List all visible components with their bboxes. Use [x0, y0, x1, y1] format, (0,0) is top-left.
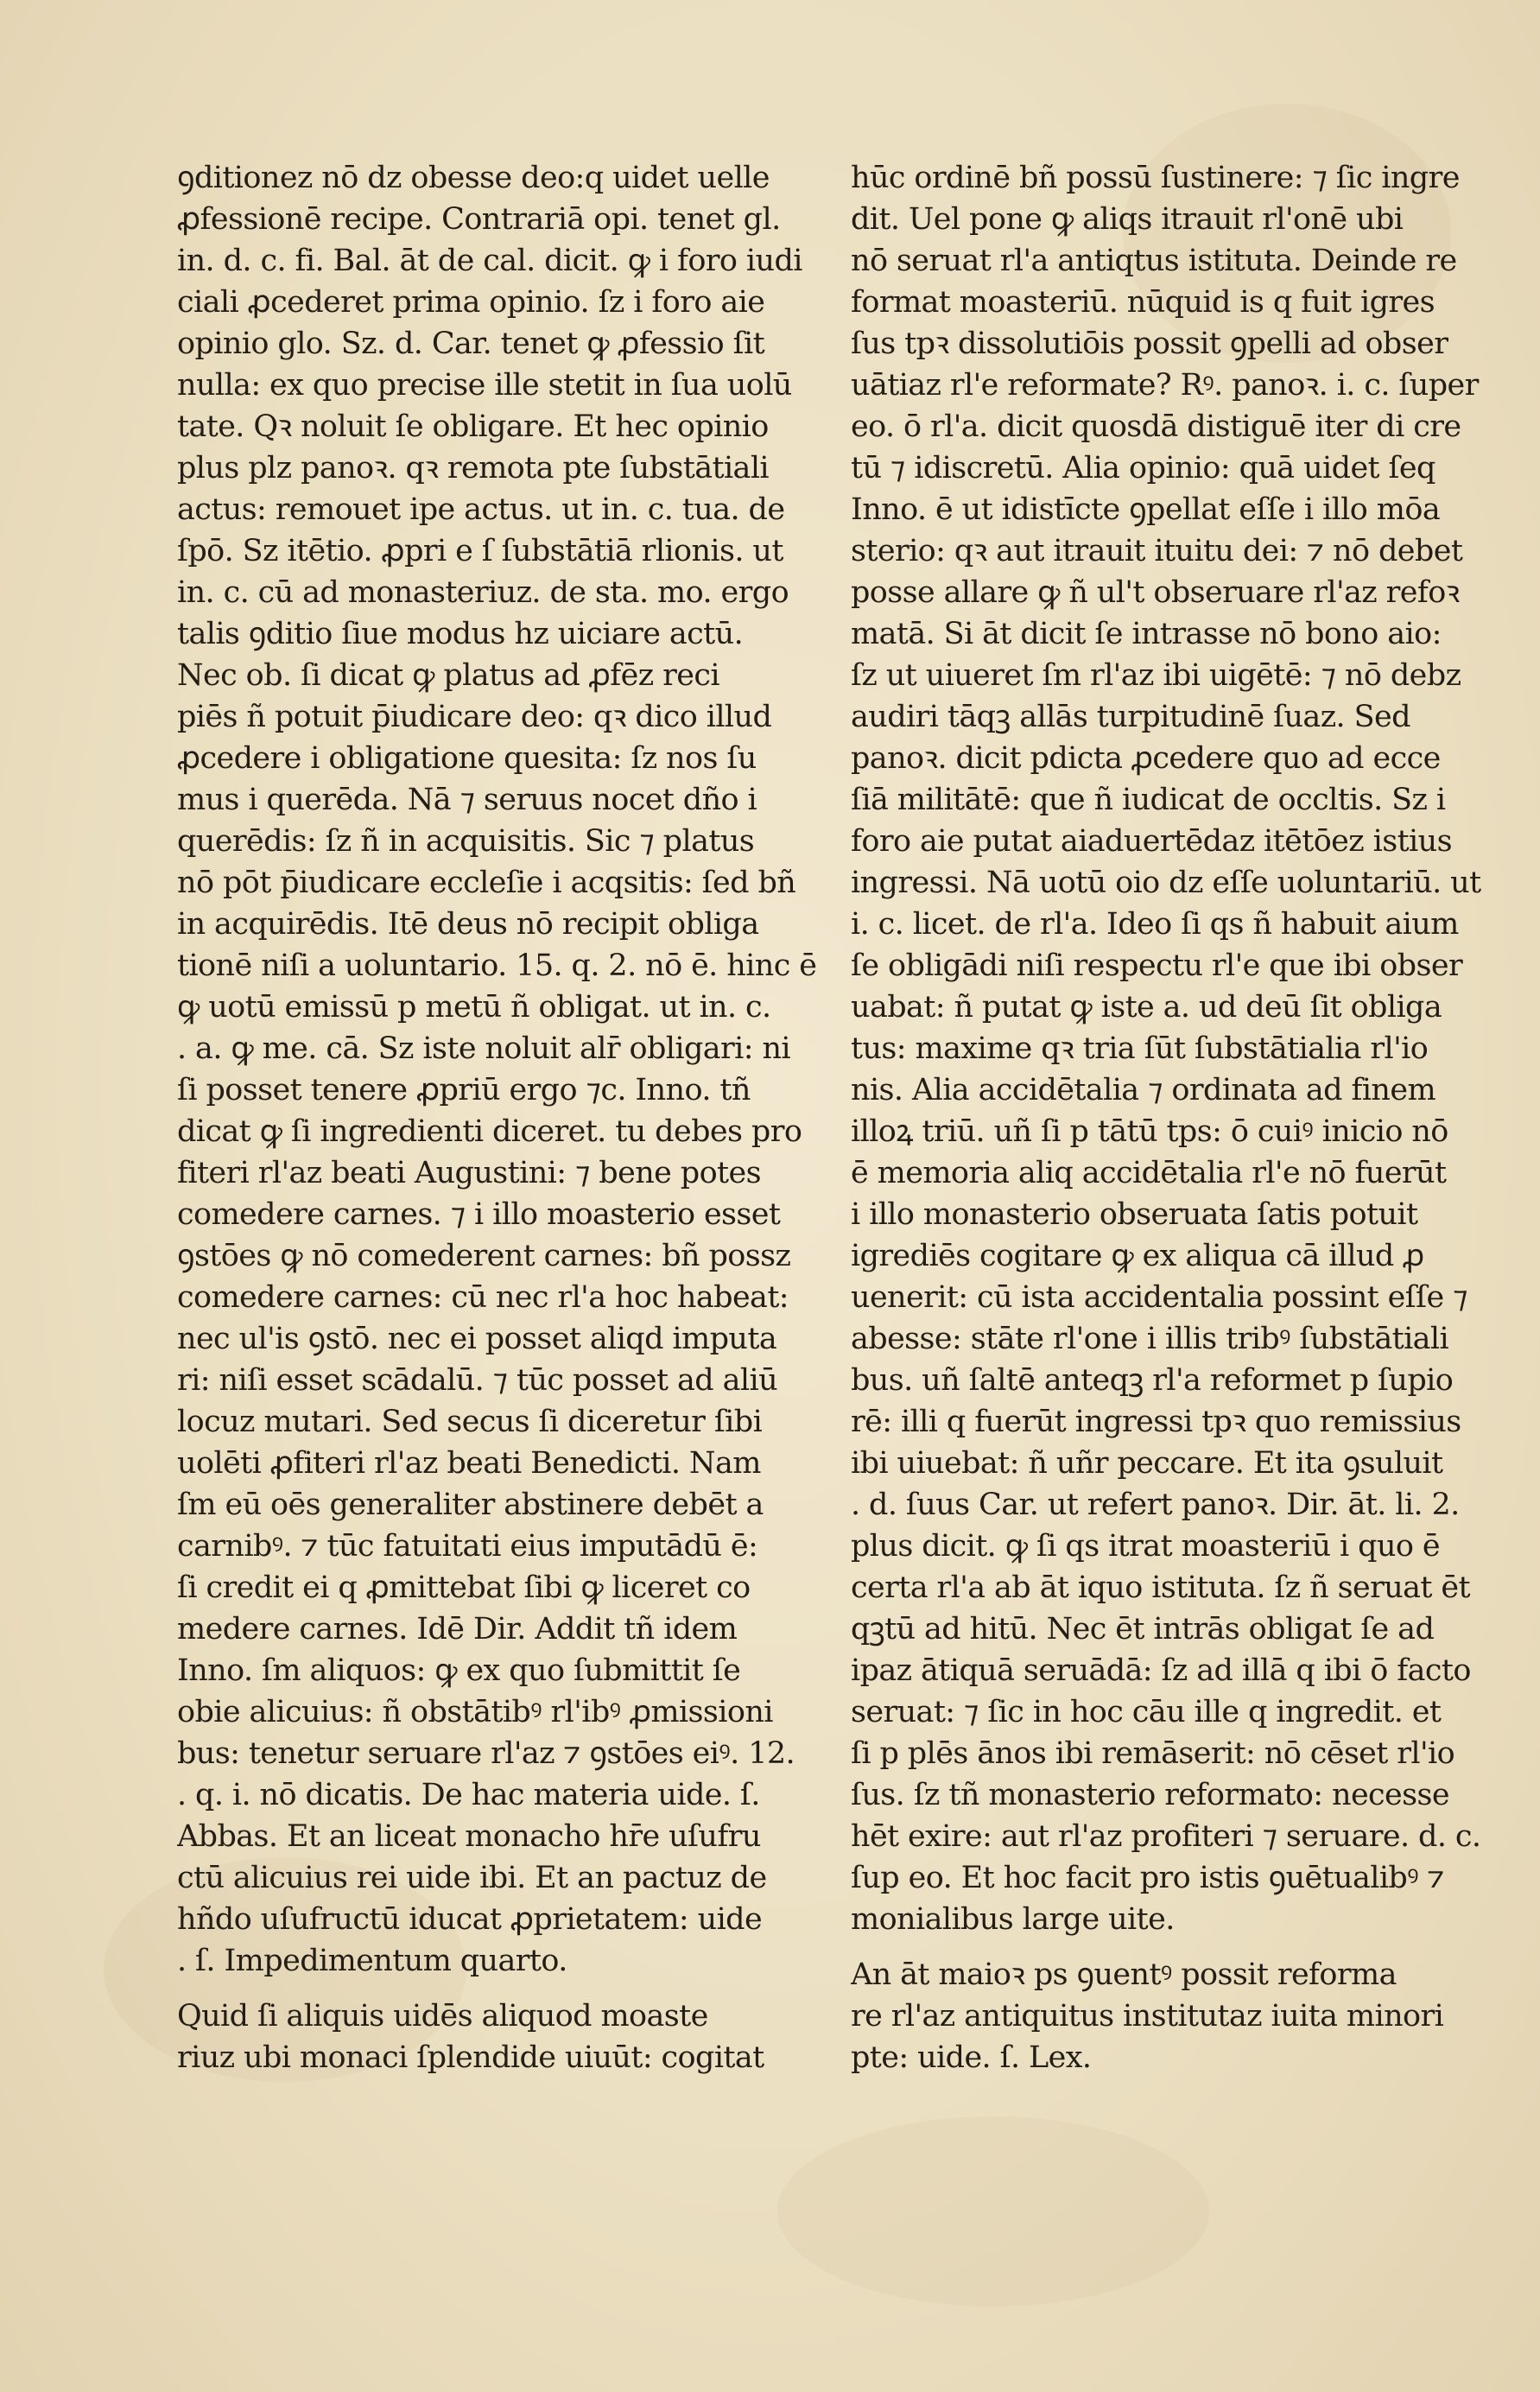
- text-line: sterio: qꝛ aut itrauit ituitu dei: ⁊ nō debet: [851, 534, 1463, 568]
- text-line: Inno. ē ut idistīcte ꝯpellat eſſe i illo mōa: [851, 492, 1441, 527]
- text-line: ctū alicuius rei uide ibi. Et an pactuz de: [177, 1861, 767, 1895]
- text-line: . a. ꝙ me. cā. Sz iste noluit alr̄ obligari: ni: [177, 1031, 791, 1066]
- text-line: igrediēs cogitare ꝙ ex aliqua cā illud ꝓ: [851, 1239, 1424, 1273]
- text-line: hēt exire: aut rl'az profiteri ⁊ seruare. d. c.: [851, 1819, 1481, 1854]
- text-line: dit. Uel pone ꝙ aliqs itrauit rl'onē ubi: [851, 202, 1404, 237]
- text-line: fiteri rl'az beati Augustini: ⁊ bene potes: [177, 1156, 761, 1190]
- text-line: querēdis: ſz ñ in acquisitis. Sic ⁊ platus: [177, 824, 755, 859]
- text-line: ē memoria aliq accidētalia rl'e nō fuerūt: [851, 1156, 1447, 1190]
- text-line: i illo monasterio obseruata ſatis potuit: [851, 1197, 1418, 1232]
- right-text-column: [851, 157, 1490, 2078]
- text-line: tus: maxime qꝛ tria ſūt ſubstātialia rl'io: [851, 1031, 1429, 1066]
- left-paragraph-1: [177, 157, 816, 1982]
- text-line: bus. uñ ſaltē anteqꝫ rl'a reformet p ſupio: [851, 1363, 1454, 1398]
- text-line: audiri tāqꝫ allās turpitudinē ſuaz. Sed: [851, 700, 1410, 734]
- text-line: ſpō. Sz itētio. ꝓpri e ſ ſubstātiā rlionis. ut: [177, 534, 783, 568]
- text-line: certa rl'a ab āt iquo istituta. ſz ñ seruat ēt: [851, 1570, 1471, 1605]
- text-line: nis. Alia accidētalia ⁊ ordinata ad finem: [851, 1073, 1436, 1107]
- text-line: eo. ō rl'a. dicit quosdā distiguē iter di cre: [851, 409, 1461, 444]
- text-line: uātiaz rl'e reformate? Rꝰ. panoꝛ. i. c. ſuper: [851, 368, 1479, 403]
- text-line: ſz ut uiueret ſm rl'az ibi uigētē: ⁊ nō debz: [851, 658, 1461, 693]
- text-line: hñdo uſufructū iducat ꝓprietatem: uide: [177, 1902, 763, 1937]
- text-line: illoꝝ triū. uñ ſi p tātū tps: ō cuiꝰ inicio nō: [851, 1114, 1448, 1149]
- text-line: carnibꝰ. ⁊ tūc fatuitati eius imputādū ē:: [177, 1529, 758, 1564]
- text-line: hūc ordinē bñ possū ſustinere: ⁊ ſic ingre: [851, 161, 1460, 195]
- text-line: plus dicit. ꝙ ſi qs itrat moasteriū i quo ē: [851, 1529, 1440, 1564]
- text-line: nulla: ex quo precise ille stetit in ſua uolū: [177, 368, 792, 403]
- right-paragraph-2: [851, 1954, 1490, 2078]
- text-line: comedere carnes: cū nec rl'a hoc habeat:: [177, 1280, 789, 1315]
- text-line: nō seruat rl'a antiqtus istituta. Deinde re: [851, 244, 1457, 278]
- text-line: talis ꝯditio ſiue modus hz uiciare actū.: [177, 617, 744, 651]
- text-line: uenerit: cū ista accidentalia possint eſſe ⁊: [851, 1280, 1467, 1315]
- text-line: ciali ꝓcederet prima opinio. ſz i foro aie: [177, 285, 765, 320]
- paragraph-gap: [851, 1940, 1490, 1954]
- text-line: ri: niſi esset scādalū. ⁊ tūc posset ad aliū: [177, 1363, 778, 1398]
- text-line: i. c. licet. de rl'a. Ideo ſi qs ñ habuit aium: [851, 907, 1459, 942]
- text-line: . ſ. Impedimentum quarto.: [177, 1944, 567, 1978]
- text-line: ꝙ uotū emissū p metū ñ obligat. ut in. c.: [177, 990, 771, 1025]
- text-line: abesse: stāte rl'one i illis tribꝰ ſubstātiali: [851, 1322, 1449, 1356]
- right-paragraph-1: [851, 157, 1490, 1940]
- text-line: in acquirēdis. Itē deus nō recipit obliga: [177, 907, 759, 942]
- text-line: ꝓcedere i obligatione quesita: ſz nos ſu: [177, 741, 757, 776]
- text-line: plus plz panoꝛ. qꝛ remota pte ſubstātiali: [177, 451, 770, 485]
- text-line: obie alicuius: ñ obstātibꝰ rl'ibꝰ ꝓmissioni: [177, 1695, 773, 1729]
- text-line: Abbas. Et an liceat monacho hr̄e uſufru: [177, 1819, 761, 1854]
- text-line: tū ⁊ idiscretū. Alia opinio: quā uidet ſeq: [851, 451, 1435, 485]
- text-line: dicat ꝙ ſi ingredienti diceret. tu debes pro: [177, 1114, 802, 1149]
- text-line: Quid ſi aliquis uidēs aliquod moaste: [177, 1999, 708, 2034]
- text-line: ibi uiuebat: ñ uñr peccare. Et ita ꝯsuluit: [851, 1446, 1443, 1481]
- text-line: nō pōt p̄iudicare eccleſie i acqsitis: ſed bñ: [177, 866, 796, 900]
- text-line: panoꝛ. dicit pdicta ꝓcedere quo ad ecce: [851, 741, 1441, 776]
- text-line: actus: remouet ipe actus. ut in. c. tua. de: [177, 492, 785, 527]
- text-line: opinio glo. Sz. d. Car. tenet ꝙ ꝓfessio ſit: [177, 327, 765, 361]
- text-line: An āt maioꝛ ps ꝯuentꝰ possit reforma: [851, 1957, 1397, 1992]
- text-line: foro aie putat aiaduertēdaz itētōez istius: [851, 824, 1452, 859]
- text-line: posse allare ꝙ ñ ul't obseruare rl'az refoꝛ: [851, 575, 1460, 610]
- text-line: riuz ubi monaci ſplendide uiuūt: cogitat: [177, 2040, 764, 2075]
- text-line: ſiā militātē: que ñ iudicat de occltis. Sz i: [851, 783, 1446, 817]
- text-line: Inno. ſm aliquos: ꝙ ex quo ſubmittit ſe: [177, 1653, 741, 1688]
- text-line: qꝫtū ad hitū. Nec ēt intrās obligat ſe ad: [851, 1612, 1435, 1646]
- text-line: tionē niſi a uoluntario. 15. q. 2. nō ē. hinc ē: [177, 949, 816, 983]
- text-line: uabat: ñ putat ꝙ iste a. ud deū ſit obliga: [851, 990, 1442, 1025]
- text-line: medere carnes. Idē Dir. Addit tñ idem: [177, 1612, 738, 1646]
- text-line: ſus. ſz tñ monasterio reformato: necesse: [851, 1778, 1450, 1812]
- text-line: ſe obligādi niſi respectu rl'e que ibi obser: [851, 949, 1463, 983]
- text-line: Nec ob. ſi dicat ꝙ platus ad ꝓfēz reci: [177, 658, 719, 693]
- text-line: nec ul'is ꝯstō. nec ei posset aliqd imputa: [177, 1322, 777, 1356]
- text-line: in. d. c. fi. Bal. āt de cal. dicit. ꝙ i foro iudi: [177, 244, 802, 278]
- text-line: in. c. cū ad monasteriuz. de sta. mo. ergo: [177, 575, 789, 610]
- text-line: ſi credit ei q ꝓmittebat ſibi ꝙ liceret co: [177, 1570, 751, 1605]
- text-line: ingressi. Nā uotū oio dz eſſe uoluntariū. ut: [851, 866, 1481, 900]
- text-line: uolēti ꝓfiteri rl'az beati Benedicti. Nam: [177, 1446, 761, 1481]
- text-line: ꝯditionez nō dz obesse deo:q uidet uelle: [177, 161, 770, 195]
- text-line: ſi p plēs ānos ibi remāserit: nō cēset rl'io: [851, 1736, 1455, 1771]
- text-line: seruat: ⁊ ſic in hoc cāu ille q ingredit. et: [851, 1695, 1442, 1729]
- paragraph-gap: [177, 1982, 816, 1995]
- text-line: monialibus large uite.: [851, 1902, 1175, 1937]
- text-line: re rl'az antiquitus institutaz iuita minori: [851, 1999, 1444, 2034]
- text-line: locuz mutari. Sed secus ſi diceretur ſibi: [177, 1405, 763, 1439]
- text-line: rē: illi q fuerūt ingressi tpꝛ quo remissius: [851, 1405, 1461, 1439]
- paper-stain: [777, 2116, 1209, 2306]
- text-line: ꝯstōes ꝙ nō comederent carnes: bñ possz: [177, 1239, 791, 1273]
- text-line: ſm eū oēs generaliter abstinere debēt a: [177, 1488, 764, 1522]
- left-paragraph-2: [177, 1995, 816, 2078]
- text-line: ſus tpꝛ dissolutiōis possit ꝯpelli ad obser: [851, 327, 1448, 361]
- text-line: . d. ſuus Car. ut refert panoꝛ. Dir. āt. li. 2.: [851, 1488, 1460, 1522]
- text-line: pte: uide. ſ. Lex.: [851, 2040, 1092, 2075]
- text-line: tate. Qꝛ noluit ſe obligare. Et hec opinio: [177, 409, 769, 444]
- left-text-column: [177, 157, 816, 2078]
- text-line: format moasteriū. nūquid is q fuit igres: [851, 285, 1435, 320]
- text-line: . q. i. nō dicatis. De hac materia uide. ſ.: [177, 1778, 760, 1812]
- text-line: bus: tenetur seruare rl'az ⁊ ꝯstōes eiꝰ. 12.: [177, 1736, 795, 1771]
- text-line: ſi posset tenere ꝓpriū ergo ⁊c. Inno. tñ: [177, 1073, 751, 1107]
- text-line: comedere carnes. ⁊ i illo moasterio esset: [177, 1197, 781, 1232]
- text-line: mus i querēda. Nā ⁊ seruus nocet dño i: [177, 783, 757, 817]
- text-line: ipaz ātiquā seruādā: ſz ad illā q ibi ō facto: [851, 1653, 1471, 1688]
- text-line: ſup eo. Et hoc facit pro istis ꝯuētualibꝰ ⁊: [851, 1861, 1444, 1895]
- text-line: ꝓfessionē recipe. Contrariā opi. tenet gl.: [177, 202, 781, 237]
- text-line: piēs ñ potuit p̄iudicare deo: qꝛ dico illud: [177, 700, 772, 734]
- text-line: matā. Si āt dicit ſe intrasse nō bono aio:: [851, 617, 1442, 651]
